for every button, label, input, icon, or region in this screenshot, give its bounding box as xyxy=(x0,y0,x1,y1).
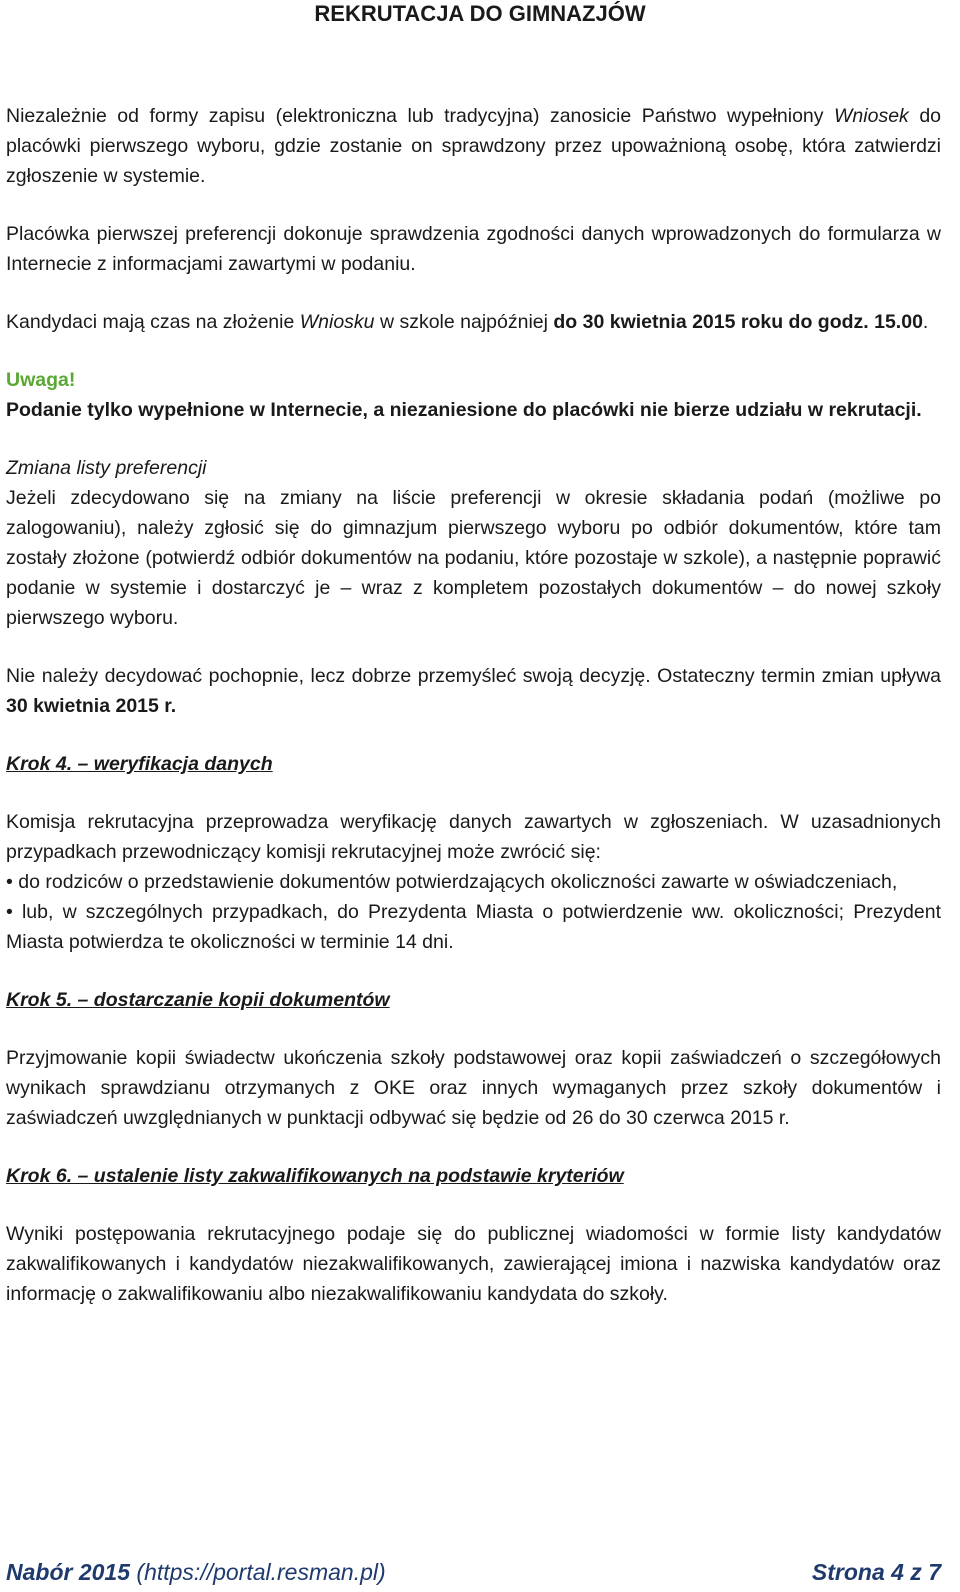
footer-left xyxy=(6,1557,386,1587)
step-5-heading: Krok 5. – dostarczanie kopii dokumentów xyxy=(6,989,390,1011)
final-deadline-date: 30 kwietnia 2015 r. xyxy=(6,695,177,717)
emphasis-wniosku: Wniosku xyxy=(299,311,375,333)
paragraph-submission xyxy=(6,101,941,191)
step-4-intro: Komisja rekrutacyjna przeprowadza weryfikację danych zawartych w zgłoszeniach. W uzasadnionych przypadkach przewodniczący komisji rekrutacyjnej może zwrócić się: xyxy=(6,811,941,863)
step-5-text: Przyjmowanie kopii świadectw ukończenia szkoły podstawowej oraz kopii zaświadczeń o szczegółowych wynikach sprawdzianu otrzymanych z OKE oraz innych wymaganych przez szkoły dokumentów i zaświadczeń uwzględnianych w punktacji odbywać się będzie od 26 do 30 czerwca 2015 r. xyxy=(6,1047,941,1129)
text-span: Nie należy decydować pochopnie, lecz dobrze przemyśleć swoją decyzję. Ostateczny termin zmian upływa xyxy=(6,665,941,687)
document-body xyxy=(6,101,941,1309)
text-span: do placówki pierwszego wyboru, gdzie zostanie on sprawdzony przez upoważnioną osobę, która zatwierdzi zgłoszenie w systemie. xyxy=(6,105,942,187)
step-6-heading: Krok 6. – ustalenie listy zakwalifikowanych na podstawie kryteriów xyxy=(6,1165,624,1187)
uwaga-label: Uwaga! xyxy=(6,369,76,391)
paragraph-zmiana: Jeżeli zdecydowano się na zmiany na liście preferencji w okresie składania podań (możliwe po zalogowaniu), należy zgłosić się do gimnazjum pierwszego wyboru po odbiór dokumentów, które tam zostały złożone (potwierdź odbiór dokumentów na podaniu, które pozostaje w szkole), a następnie poprawić podanie w systemie i dostarczyć je – wraz z kompletem pozostałych dokumentów – do nowej szkoły pierwszego wyboru. xyxy=(6,487,941,629)
step-4-bullet: • do rodziców o przedstawienie dokumentów potwierdzających okoliczności zawarte w oświadczeniach, xyxy=(6,871,898,893)
page-title: REKRUTACJA DO GIMNAZJÓW xyxy=(314,1,646,26)
step-6-text: Wyniki postępowania rekrutacyjnego podaje się do publicznej wiadomości w formie listy kandydatów zakwalifikowanych i kandydatów niezakwalifikowanych, zawierającej imiona i nazwiska kandydatów oraz informację o zakwalifikowaniu albo niezakwalifikowaniu kandydata do szkoły. xyxy=(6,1223,941,1305)
uwaga-text: Podanie tylko wypełnione w Internecie, a niezaniesione do placówki nie bierze udziału w rekrutacji. xyxy=(6,399,922,421)
page-number: Strona 4 z 7 xyxy=(811,1559,941,1585)
deadline-date: do 30 kwietnia 2015 roku do godz. 15.00 xyxy=(553,311,923,333)
text-span: . xyxy=(922,311,929,333)
emphasis-wniosek: Wniosek xyxy=(834,105,909,127)
text-span: Kandydaci mają czas na złożenie xyxy=(6,311,300,333)
page-footer xyxy=(6,1557,941,1587)
text-span: w szkole najpóźniej xyxy=(374,311,554,333)
section-heading-zmiana: Zmiana listy preferencji xyxy=(6,457,207,479)
paragraph-deadline xyxy=(6,307,941,337)
paragraph-verification: Placówka pierwszej preferencji dokonuje sprawdzenia zgodności danych wprowadzonych do formularza w Internecie z informacjami zawartymi w podaniu. xyxy=(6,223,941,275)
step-4-bullet: • lub, w szczególnych przypadkach, do Prezydenta Miasta o potwierdzenie ww. okoliczności; Prezydent Miasta potwierdza te okoliczności w terminie 14 dni. xyxy=(6,901,941,953)
step-4-heading: Krok 4. – weryfikacja danych xyxy=(6,753,273,775)
text-span: Niezależnie od formy zapisu (elektroniczna lub tradycyjna) zanosicie Państwo wypełniony xyxy=(6,105,835,127)
footer-title: Nabór 2015 xyxy=(6,1559,131,1585)
footer-url: (https://portal.resman.pl) xyxy=(136,1559,386,1585)
paragraph-final-deadline xyxy=(6,661,941,721)
